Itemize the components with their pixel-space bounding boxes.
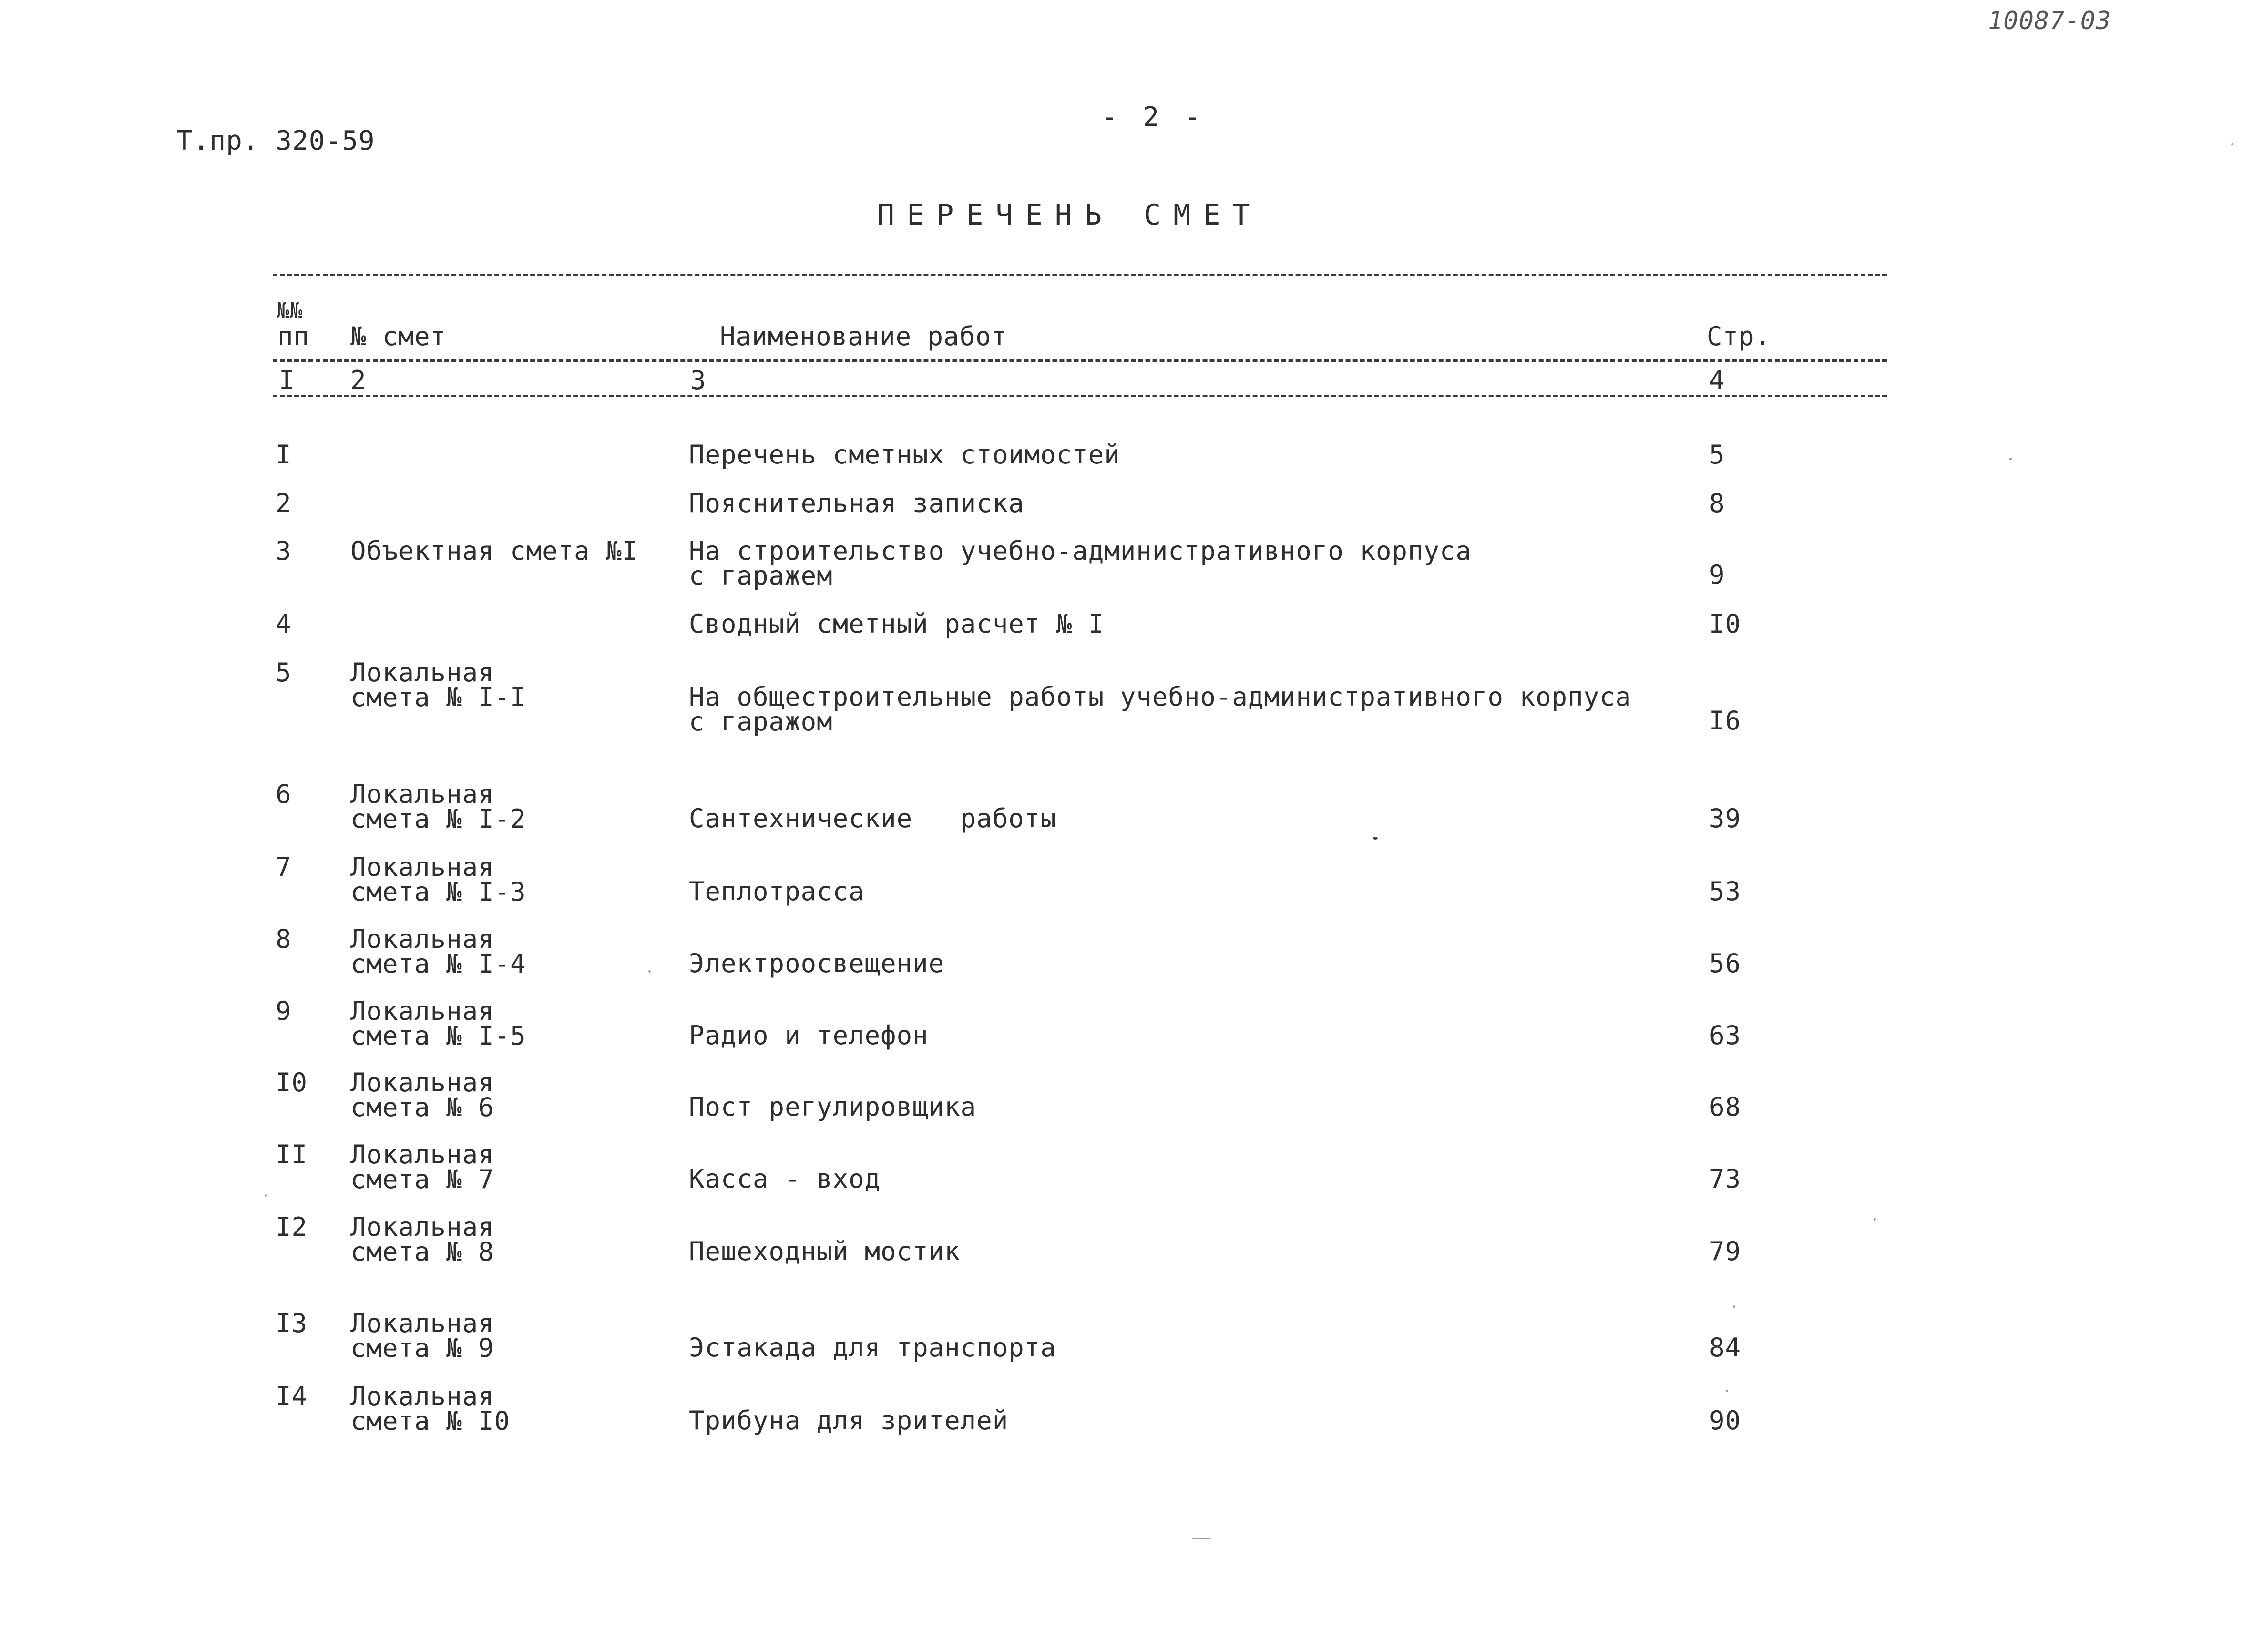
row-smeta-line1: Локальная [350, 924, 494, 954]
row-smeta-line2: смета № 9 [350, 1333, 494, 1363]
row-number: 5 [276, 657, 292, 687]
row-smeta-line1: Объектная смета №I [350, 536, 638, 566]
row-page: 63 [1709, 1020, 1741, 1050]
row-name-line1: Электроосвещение [689, 948, 945, 978]
row-number: II [276, 1139, 308, 1170]
scan-speck [1733, 1305, 1735, 1308]
row-name-line1: Пояснительная записка [689, 488, 1024, 518]
scan-speck [1373, 837, 1378, 840]
row-smeta-line1: Локальная [350, 1308, 494, 1338]
row-name-line1: Радио и телефон [689, 1020, 929, 1050]
row-smeta-line1: Локальная [350, 779, 494, 809]
row-number: I3 [276, 1308, 308, 1338]
row-smeta-line2: смета № I-4 [350, 949, 526, 979]
row-name-line1: Сводный сметный расчет № I [689, 609, 1105, 639]
row-smeta-line2: смета № 7 [350, 1164, 494, 1194]
row-name-line1: Теплотрасса [689, 876, 865, 906]
row-smeta-line1: Локальная [350, 1139, 494, 1170]
row-number: 3 [276, 536, 292, 566]
row-number: I2 [276, 1212, 308, 1242]
page-title: ПЕРЕЧЕНЬ СМЕТ [877, 198, 1262, 232]
row-name-line1: Сантехнические работы [689, 803, 1056, 833]
scan-speck [1726, 1390, 1728, 1392]
row-name-line1: Пешеходный мостик [689, 1236, 961, 1266]
row-page: 84 [1709, 1333, 1741, 1363]
row-number: 8 [276, 924, 292, 954]
document-code: Т.пр. 320-59 [176, 125, 375, 156]
scan-speck [1874, 1218, 1876, 1221]
row-number: 7 [276, 852, 292, 882]
row-number: I0 [276, 1067, 308, 1098]
row-smeta-line2: смета № 8 [350, 1237, 494, 1267]
row-smeta-line1: Локальная [350, 852, 494, 882]
row-name-line1: Трибуна для зрителей [689, 1406, 1009, 1436]
row-smeta-line2: смета № I-2 [350, 804, 526, 834]
row-name-line1: На строительство учебно-административного корпуса [689, 536, 1472, 566]
row-number: I [276, 440, 292, 470]
column-number-rule [273, 395, 1887, 397]
header-bottom-rule [273, 359, 1887, 362]
scan-speck [2009, 458, 2012, 460]
row-page: 79 [1709, 1236, 1741, 1266]
row-page: I6 [1709, 706, 1741, 736]
header-name: Наименование работ [720, 321, 1008, 351]
scan-speck [648, 970, 651, 973]
row-page: 39 [1709, 803, 1741, 833]
scan-speck [1192, 1538, 1211, 1539]
row-page: 5 [1709, 440, 1725, 470]
row-smeta-line2: смета № I0 [350, 1406, 511, 1436]
row-smeta-line2: смета № 6 [350, 1092, 494, 1122]
row-smeta-line1: Локальная [350, 996, 494, 1026]
column-number-3: 3 [690, 365, 707, 395]
row-name-line2: с гаражом [689, 707, 833, 737]
row-page: 90 [1709, 1406, 1741, 1436]
row-smeta-line1: Локальная [350, 1067, 494, 1098]
row-page: 8 [1709, 488, 1725, 518]
row-page: 56 [1709, 948, 1741, 978]
row-name-line2: с гаражем [689, 561, 833, 591]
header-smeta: № смет [350, 321, 447, 351]
row-page: 53 [1709, 876, 1741, 906]
header-page: Стр. [1707, 321, 1771, 351]
column-number-1: I [279, 365, 295, 395]
row-name-line1: Касса - вход [689, 1164, 881, 1194]
page-number: - 2 - [1101, 102, 1206, 133]
scan-speck [2231, 143, 2233, 145]
row-name-line1: Пост регулировщика [689, 1092, 977, 1122]
row-page: 73 [1709, 1164, 1741, 1194]
row-name-line1: Перечень сметных стоимостей [689, 440, 1120, 470]
corner-archive-mark: 10087-03 [1988, 7, 2111, 35]
row-smeta-line1: Локальная [350, 1381, 494, 1411]
row-page: 9 [1709, 560, 1725, 590]
row-smeta-line1: Локальная [350, 1212, 494, 1242]
header-num-top: №№ [277, 298, 303, 323]
row-name-line1: На общестроительные работы учебно-административного корпуса [689, 682, 1632, 712]
row-page: 68 [1709, 1092, 1741, 1122]
header-num-bottom: пп [277, 321, 310, 351]
row-number: 6 [276, 779, 292, 809]
row-number: 2 [276, 488, 292, 518]
row-name-line1: Эстакада для транспорта [689, 1333, 1056, 1363]
table-top-rule [273, 274, 1887, 276]
row-smeta-line2: смета № I-5 [350, 1021, 526, 1051]
scan-speck [265, 1194, 267, 1197]
row-smeta-line2: смета № I-I [350, 682, 526, 712]
row-page: I0 [1709, 609, 1741, 639]
row-number: 9 [276, 996, 292, 1026]
row-smeta-line2: смета № I-3 [350, 877, 526, 907]
column-number-2: 2 [350, 365, 367, 395]
row-number: 4 [276, 609, 292, 639]
row-smeta-line1: Локальная [350, 657, 494, 687]
column-number-4: 4 [1709, 365, 1725, 395]
row-number: I4 [276, 1381, 308, 1411]
